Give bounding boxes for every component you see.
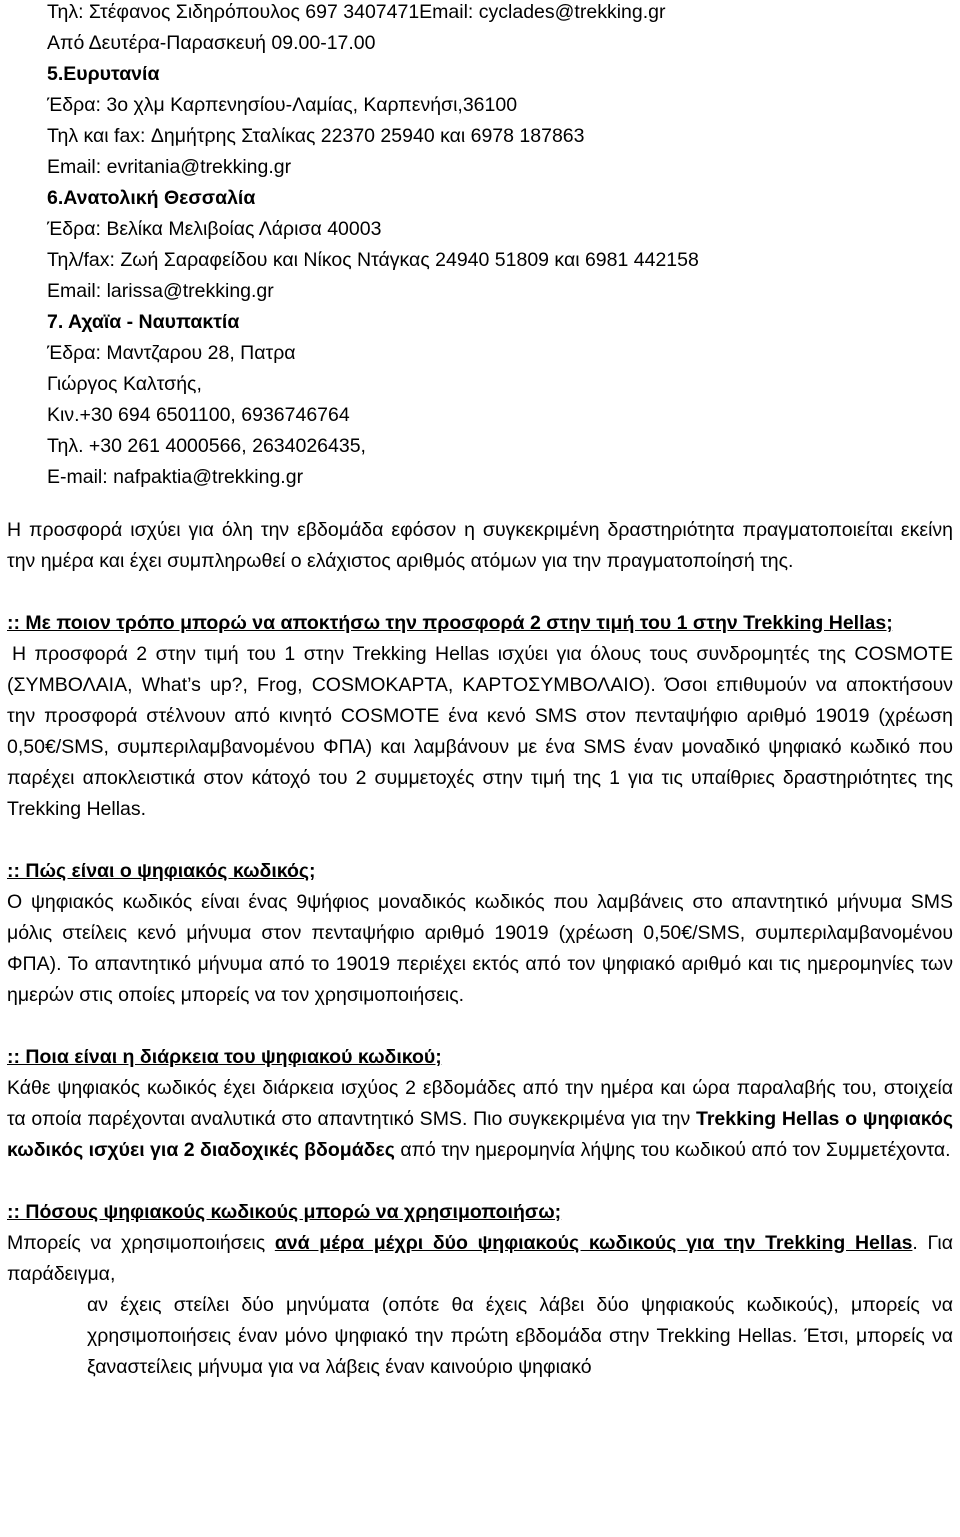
- section-code-body: Ο ψηφιακός κωδικός είναι ένας 9ψήφιος μοναδικός κωδικός που λαμβάνεις στο απαντητικό μήνυμα SMS μόλις στείλεις κενό μήνυμα στον πενταψήφιο αριθμό 19019 (χρέωση 0,50€/SMS, συμπεριλαμβανομένου ΦΠΑ). Το απαντητικό μήνυμα από το 19019 περιέχει εκτός από τον ψηφιακό αριθμό και τις ημερομηνίες των ημερών στις οποίες μπορείς να τον χρησιμοποιήσεις.: [7, 891, 953, 1006]
- thessaly-email: Email: larissa@trekking.gr: [47, 280, 274, 302]
- thessaly-address: Έδρα: Βελίκα Μελιβοίας Λάρισα 40003: [47, 218, 382, 240]
- section-duration-body: [7, 1073, 953, 1166]
- achaia-phone: Τηλ. +30 261 4000566, 2634026435,: [47, 435, 366, 457]
- contact-hours: Από Δευτέρα-Παρασκευή 09.00-17.00: [47, 32, 376, 54]
- count-text-emph: ανά μέρα μέχρι δύο ψηφιακούς κωδικούς για την Trekking Hellas: [274, 1232, 913, 1254]
- section-count-example: αν έχεις στείλει δύο μηνύματα (οπότε θα έχεις λάβει δύο ψηφιακούς κωδικούς), μπορείς να χρησιμοποιήσεις έναν μόνο ψηφιακό την πρώτη εβδομάδα στην Trekking Hellas. Έτσι, μπορείς να ξαναστείλεις μήνυμα για να λάβεις έναν καινούριο ψηφιακό: [87, 1294, 953, 1378]
- count-text-1: Μπορείς να χρησιμοποιήσεις: [7, 1232, 275, 1254]
- section-duration-heading: :: Ποια είναι η διάρκεια του ψηφιακού κωδικού;: [7, 1046, 442, 1068]
- evrytania-phone: Τηλ και fax: Δημήτρης Σταλίκας 22370 25940 και 6978 187863: [47, 125, 585, 147]
- achaia-person: Γιώργος Καλτσής,: [47, 373, 202, 395]
- achaia-mobile: Κιν.+30 694 6501100, 6936746764: [47, 404, 350, 426]
- evrytania-address: Έδρα: 3ο χλμ Καρπενησίου-Λαμίας, Καρπενήσι,36100: [47, 94, 518, 116]
- evrytania-heading: 5.Ευρυτανία: [47, 63, 160, 85]
- duration-text-1: Κάθε ψηφιακός κωδικός έχει διάρκεια ισχύος 2 εβδομάδες από την ημέρα και ώρα παραλαβής του, στοιχεία τα οποία παρέχονται αναλυτικά στο απαντητικό SMS. Πιο συγκεκριμένα για την: [7, 1077, 953, 1130]
- thessaly-heading: 6.Ανατολική Θεσσαλία: [47, 187, 256, 209]
- achaia-heading: 7. Αχαϊα - Ναυπακτία: [47, 311, 240, 333]
- evrytania-email: Email: evritania@trekking.gr: [47, 156, 292, 178]
- duration-text-2: από την ημερομηνία λήψης του κωδικού από τον Συμμετέχοντα.: [394, 1139, 951, 1161]
- achaia-address: Έδρα: Μαντζαρου 28, Πατρα: [47, 342, 296, 364]
- section-count-heading: :: Πόσους ψηφιακούς κωδικούς μπορώ να χρησιμοποιήσω;: [7, 1201, 562, 1223]
- section-how-body: Η προσφορά 2 στην τιμή του 1 στην Trekking Hellas ισχύει για όλους τους συνδρομητές της COSMOTE (ΣΥΜΒΟΛΑΙΑ, What’s up?, Frog, COSMOΚΑΡΤΑ, ΚΑΡΤΟΣΥΜΒΟΛΑΙΟ). Όσοι επιθυμούν να αποκτήσουν την προσφορά στέλνουν από κινητό COSMOTE ένα κενό SMS στον πενταψήφιο αριθμό 19019 (χρέωση 0,50€/SMS, συμπεριλαμβανομένου ΦΠΑ) και λαμβάνουν με ένα SMS έναν μοναδικό ψηφιακό κωδικό που παρέχει αποκλειστικά στον κάτοχό του 2 συμμετοχές στην τιμή της 1 για τις υπαίθριες δραστηριότητες της Trekking Hellas.: [7, 643, 953, 820]
- contact-phone-email: Τηλ: Στέφανος Σιδηρόπουλος 697 3407471Email: cyclades@trekking.gr: [47, 1, 666, 23]
- count-text-2: . Για παράδειγμα,: [7, 1232, 954, 1285]
- achaia-email: E-mail: nafpaktia@trekking.gr: [47, 466, 304, 488]
- offer-note: Η προσφορά ισχύει για όλη την εβδομάδα εφόσον η συγκεκριμένη δραστηριότητα πραγματοποιείται εκείνη την ημέρα και έχει συμπληρωθεί ο ελάχιστος αριθμός ατόμων για την πραγματοποίησή της.: [7, 519, 953, 572]
- duration-text-bold: Trekking Hellas ο ψηφιακός κωδικός ισχύει για 2 διαδοχικές βδομάδες: [7, 1108, 953, 1161]
- thessaly-phone: Τηλ/fax: Ζωή Σαραφείδου και Νίκος Ντάγκας 24940 51809 και 6981 442158: [47, 249, 699, 271]
- section-count-body: [7, 1228, 953, 1290]
- section-how-heading: :: Με ποιον τρόπο μπορώ να αποκτήσω την προσφορά 2 στην τιμή του 1 στην Trekking Hellas;: [7, 612, 893, 634]
- section-code-heading: :: Πώς είναι ο ψηφιακός κωδικός;: [7, 860, 316, 882]
